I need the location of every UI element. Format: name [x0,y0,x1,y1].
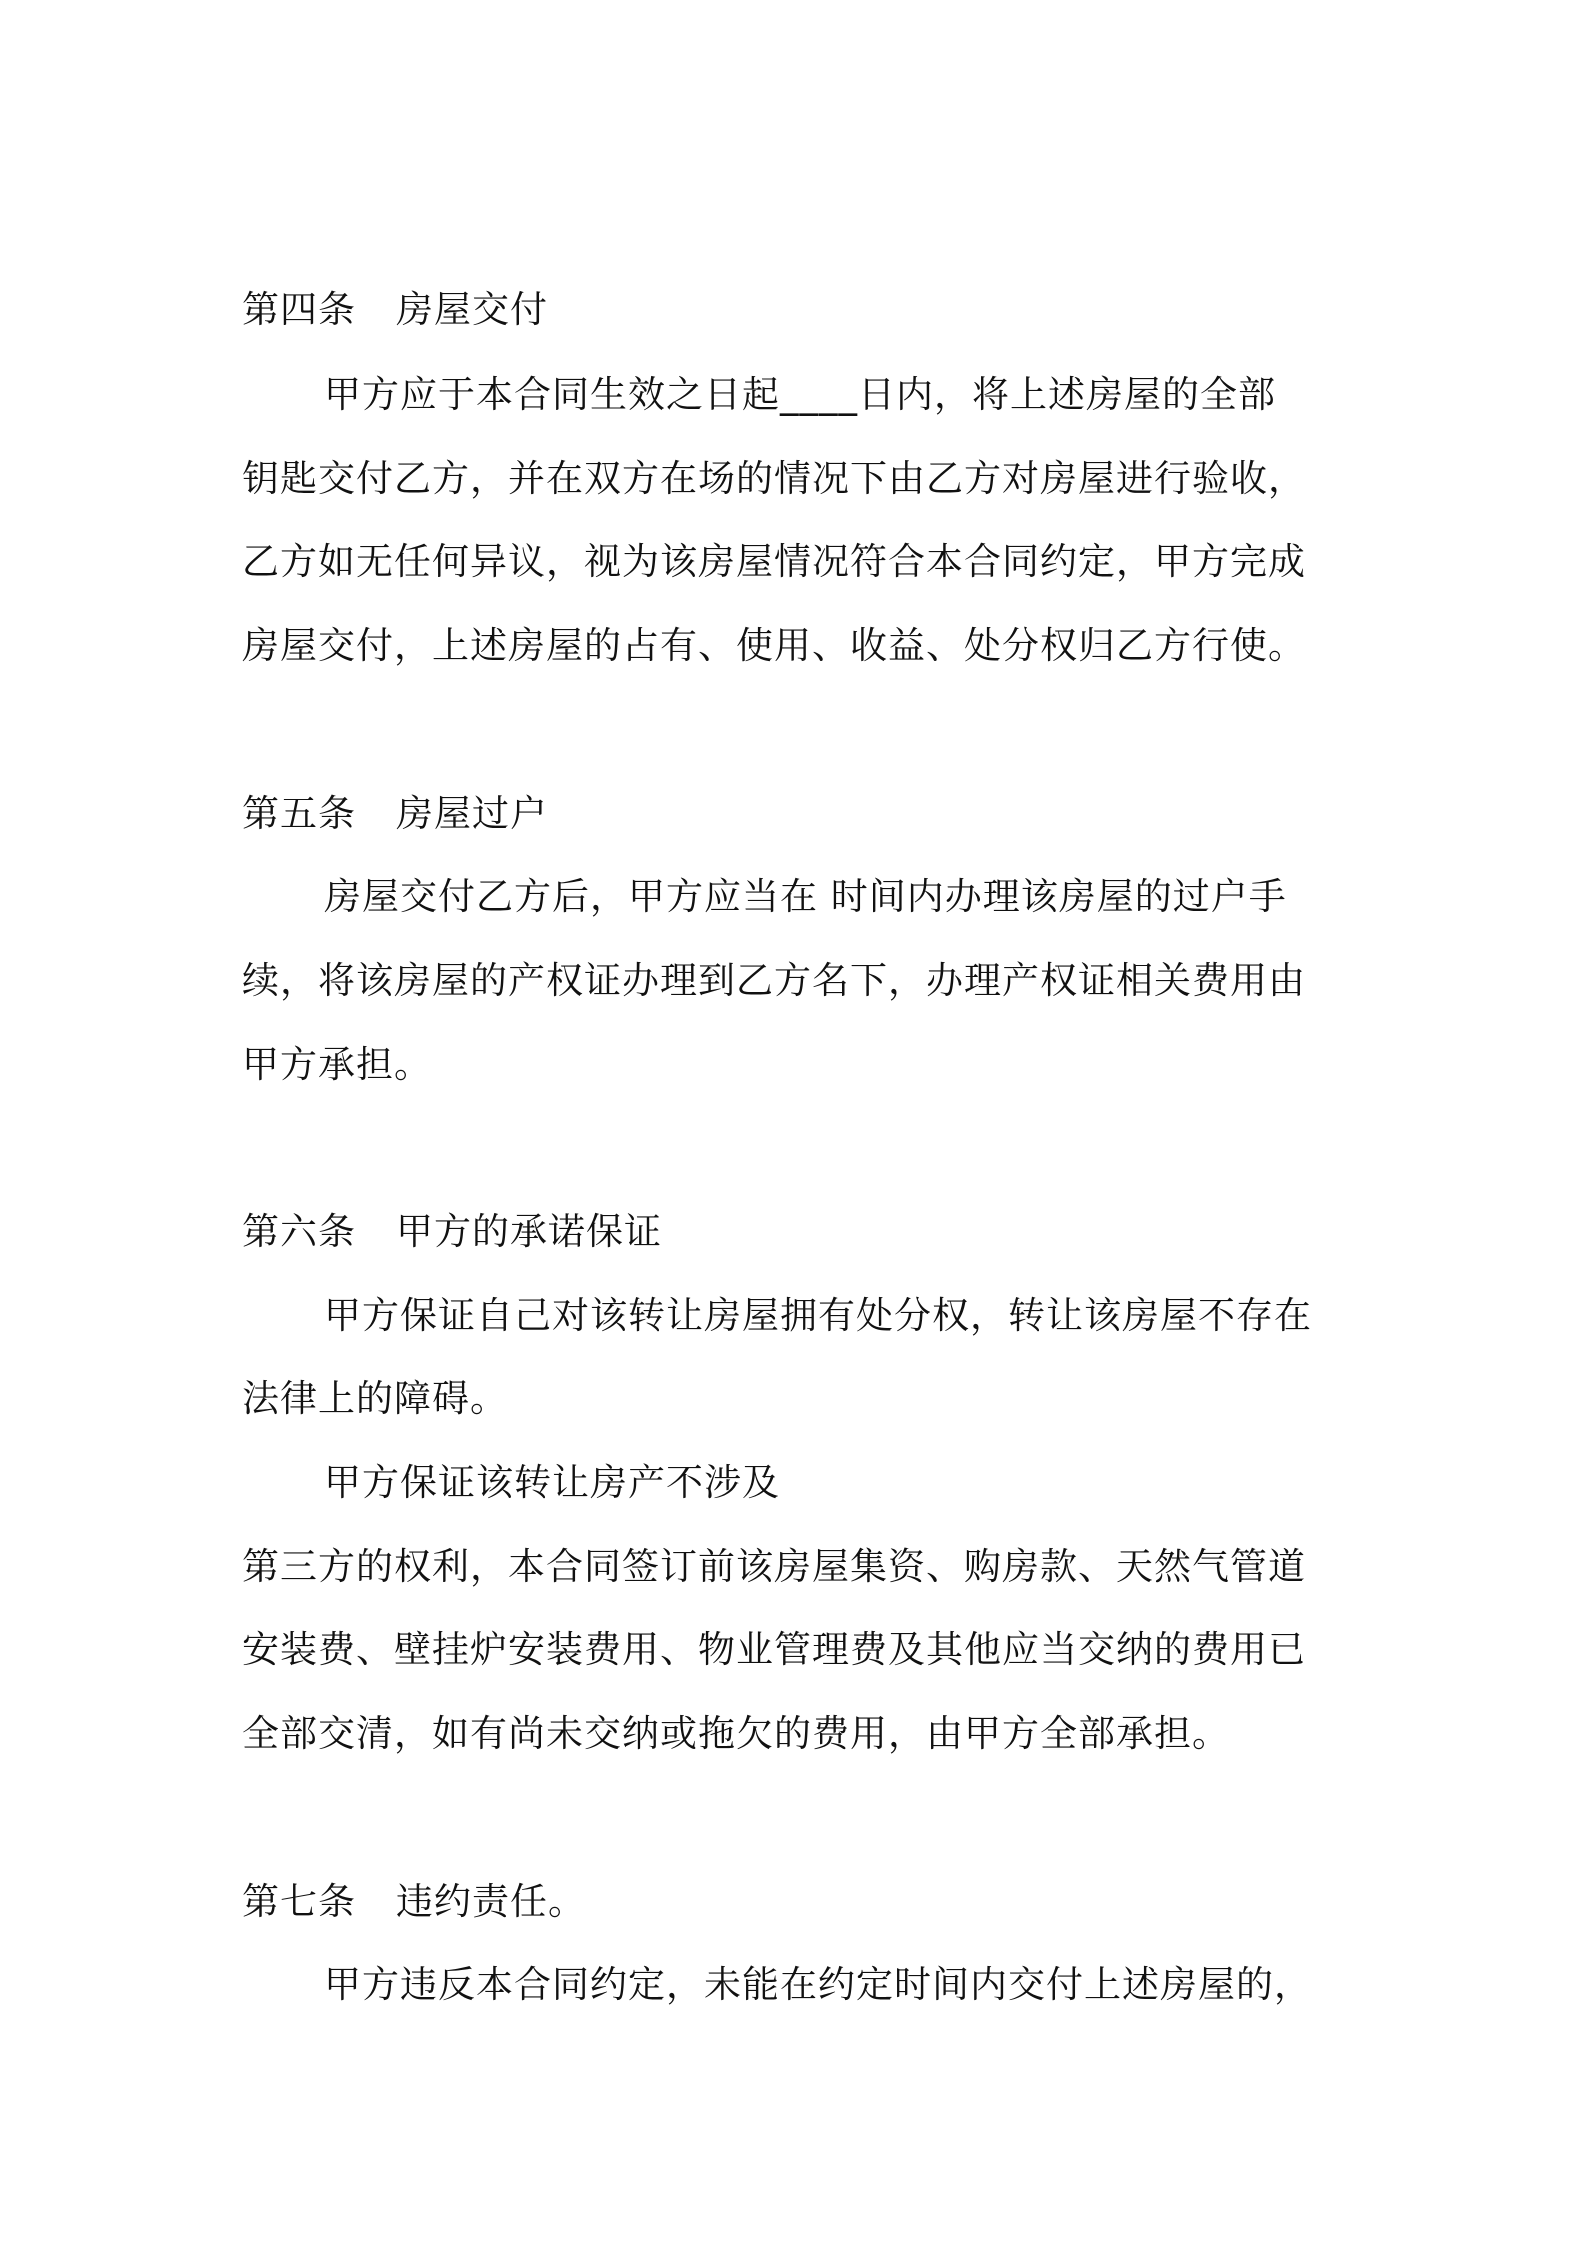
section-6-heading [242,1208,662,1256]
section-6-line-3: 甲方保证该转让房产不涉及 [324,1461,780,1504]
section-6-line-4: 第三方的权利，本合同签订前该房屋集资、购房款、天然气管道 [242,1545,1306,1588]
section-5-line-3: 甲方承担。 [242,1043,432,1086]
section-6-title: 甲方的承诺保证 [396,1210,662,1253]
section-5-article: 第五条 [242,792,356,835]
section-6-line-1: 甲方保证自己对该转让房屋拥有处分权，转让该房屋不存在 [324,1294,1312,1337]
section-5-title: 房屋过户 [396,792,548,835]
section-6-line-2: 法律上的障碍。 [242,1377,508,1420]
section-5-line-1: 房屋交付乙方后，甲方应当在 时间内办理该房屋的过户手 [324,875,1287,918]
section-7-heading [242,1878,586,1926]
section-7-title: 违约责任。 [396,1880,586,1923]
section-4-heading [242,286,548,334]
section-6-line-6: 全部交清，如有尚未交纳或拖欠的费用，由甲方全部承担。 [242,1712,1230,1755]
section-4-line-3: 乙方如无任何异议，视为该房屋情况符合本合同约定，甲方完成 [242,540,1306,583]
section-6-article: 第六条 [242,1210,356,1253]
section-7-article: 第七条 [242,1880,356,1923]
section-4-title: 房屋交付 [396,288,548,331]
section-4-line-1: 甲方应于本合同生效之日起____日内，将上述房屋的全部 [324,373,1276,416]
section-6-line-5: 安装费、壁挂炉安装费用、物业管理费及其他应当交纳的费用已 [242,1628,1306,1671]
section-7-line-1: 甲方违反本合同约定，未能在约定时间内交付上述房屋的， [324,1963,1312,2006]
section-4-article: 第四条 [242,288,356,331]
section-4-line-2: 钥匙交付乙方，并在双方在场的情况下由乙方对房屋进行验收， [242,457,1306,500]
section-5-line-2: 续，将该房屋的产权证办理到乙方名下，办理产权证相关费用由 [242,959,1306,1002]
section-5-heading [242,790,548,838]
section-4-line-4: 房屋交付，上述房屋的占有、使用、收益、处分权归乙方行使。 [242,624,1306,667]
